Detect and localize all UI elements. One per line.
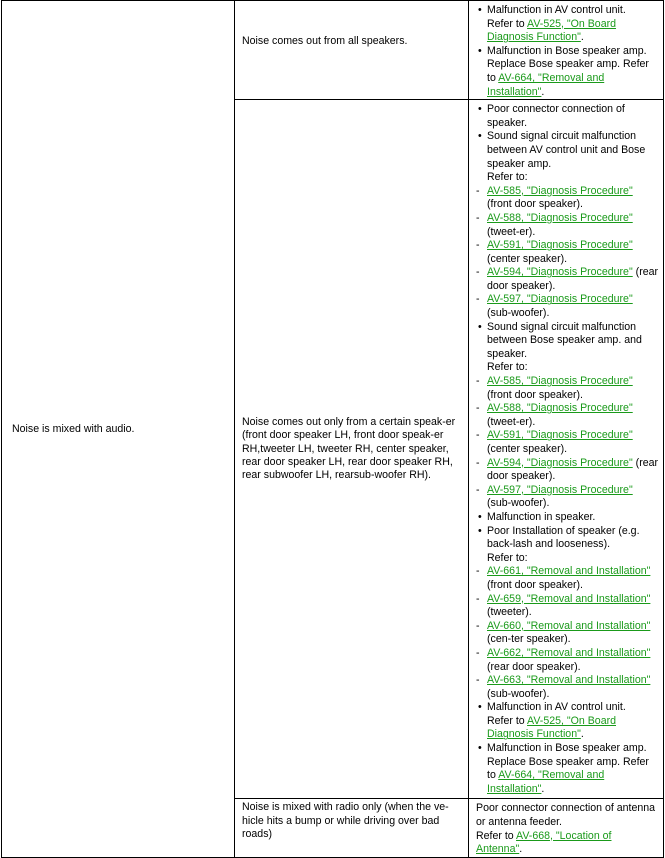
doc-link[interactable]: AV-664, "Removal and Installation" [487,769,605,795]
ref-item: - AV-662, "Removal and Installation" (rear door speaker). [476,647,659,674]
doc-link[interactable]: AV-525, "On Board Diagnosis Function" [487,17,617,44]
list-item: • Malfunction in Bose speaker amp. Replace Bose speaker amp. Refer to AV-664, "Removal and Installation". [476,45,659,99]
cause-cell: Poor connector connection of antenna or antenna feeder. Refer to AV-668, "Location of Antenna". [469,799,664,857]
ref-item: - AV-588, "Diagnosis Procedure" (tweet-er). [476,212,659,239]
ref-item: - AV-594, "Diagnosis Procedure" (rear door speaker). [476,457,659,484]
doc-link[interactable]: AV-591, "Diagnosis Procedure" [487,429,633,442]
doc-link[interactable]: AV-594, "Diagnosis Procedure" [487,266,633,279]
doc-link[interactable]: AV-591, "Diagnosis Procedure" [487,239,633,252]
ref-item: - AV-585, "Diagnosis Procedure" (front door speaker). [476,375,659,402]
doc-link[interactable]: AV-588, "Diagnosis Procedure" [487,402,633,415]
doc-link[interactable]: AV-585, "Diagnosis Procedure" [487,184,633,197]
ref-item: - AV-660, "Removal and Installation" (cen-ter speaker). [476,620,659,647]
list-item: • Malfunction in AV control unit. Refer to AV-525, "On Board Diagnosis Function". [476,701,659,742]
doc-link[interactable]: AV-663, "Removal and Installation" [487,674,651,687]
doc-link[interactable]: AV-664, "Removal and Installation" [487,71,605,98]
list-item: • Malfunction in Bose speaker amp. Replace Bose speaker amp. Refer to AV-664, "Removal and Installation". [476,742,659,798]
doc-link[interactable]: AV-594, "Diagnosis Procedure" [487,456,633,469]
condition-cell [235,100,469,799]
list-item: • Poor Installation of speaker (e.g. back-lash and looseness). Refer to: [476,525,659,566]
cause-cell [469,1,664,100]
ref-item: - AV-588, "Diagnosis Procedure" (tweet-er). [476,402,659,429]
list-item: • Poor connector connection of speaker. [476,103,659,130]
symptom-cell [2,1,235,858]
list-item: • Sound signal circuit malfunction between Bose speaker amp. and speaker. Refer to: [476,321,659,375]
doc-link[interactable]: AV-659, "Removal and Installation" [487,592,651,605]
cause-cell [469,100,664,799]
list-item: • Malfunction in speaker. [476,511,659,525]
doc-link[interactable]: AV-525, "On Board Diagnosis Function" [487,714,617,741]
symptom-text: Noise is mixed with audio. [12,422,135,435]
ref-item: - AV-591, "Diagnosis Procedure" (center speaker). [476,429,659,456]
ref-item: - AV-663, "Removal and Installation" (sub-woofer). [476,674,659,701]
condition-text: Noise comes out only from a certain speak-er (front door speaker LH, front door speak-er RH,tweeter LH, tweeter RH, center speaker, rear door speaker LH, rear door speaker RH, rear subwoofer LH, rearsub-woofer RH). [242,416,456,482]
doc-link[interactable]: AV-597, "Diagnosis Procedure" [487,293,633,306]
table-row [2,1,664,100]
condition-text: Noise comes out from all speakers. [242,35,408,47]
doc-link[interactable]: AV-662, "Removal and Installation" [487,646,651,659]
doc-link[interactable]: AV-668, "Location of Antenna" [476,829,612,856]
ref-item: - AV-594, "Diagnosis Procedure" (rear door speaker). [476,266,659,293]
doc-link[interactable]: AV-660, "Removal and Installation" [487,619,651,632]
doc-link[interactable]: AV-597, "Diagnosis Procedure" [487,483,633,496]
ref-item: - AV-661, "Removal and Installation" (front door speaker). [476,565,659,592]
ref-item: - AV-585, "Diagnosis Procedure" (front door speaker). [476,185,659,212]
doc-link[interactable]: AV-588, "Diagnosis Procedure" [487,211,633,224]
ref-item: - AV-659, "Removal and Installation" (tweeter). [476,593,659,620]
condition-cell [235,1,469,100]
doc-link[interactable]: AV-661, "Removal and Installation" [487,565,651,578]
diagnosis-table [1,0,664,858]
ref-item: - AV-591, "Diagnosis Procedure" (center speaker). [476,239,659,266]
doc-link[interactable]: AV-585, "Diagnosis Procedure" [487,375,633,388]
list-item: • Sound signal circuit malfunction between AV control unit and Bose speaker amp. Refer to: [476,130,659,184]
condition-cell [235,799,469,857]
ref-item: - AV-597, "Diagnosis Procedure" (sub-woofer). [476,484,659,511]
ref-item: - AV-597, "Diagnosis Procedure" (sub-woofer). [476,293,659,320]
list-item: • Malfunction in AV control unit. Refer to AV-525, "On Board Diagnosis Function". [476,4,659,45]
condition-text: Noise is mixed with radio only (when the ve-hicle hits a bump or while driving over bad roads) [242,801,449,841]
